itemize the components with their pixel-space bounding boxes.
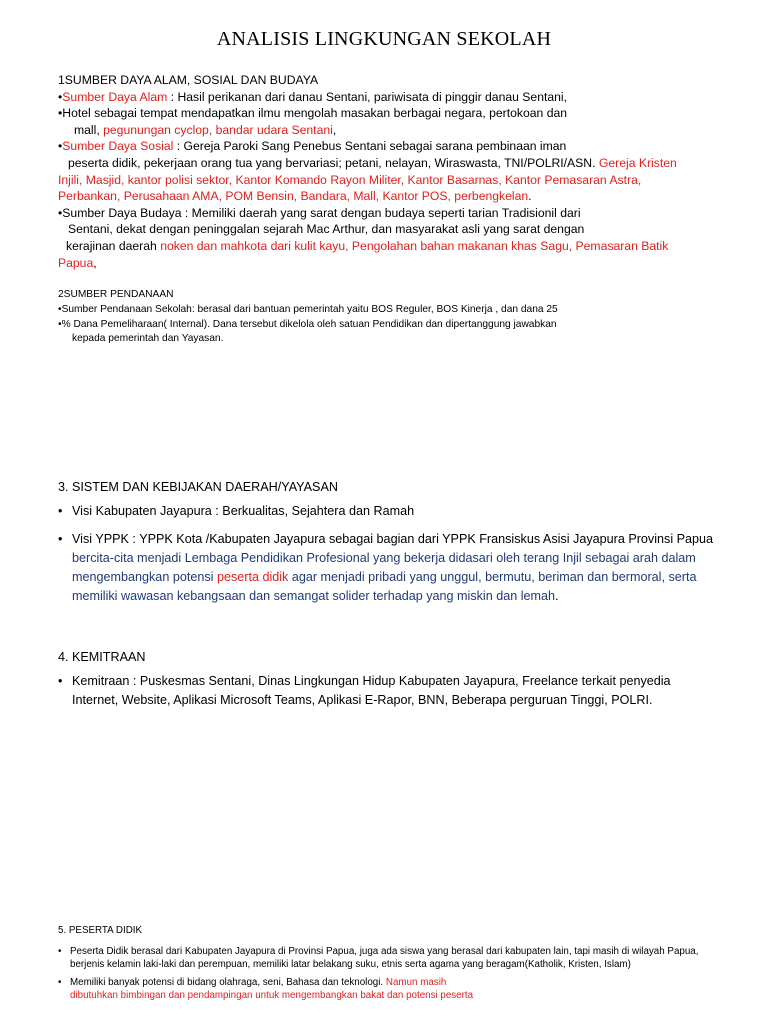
bullet-text: Kemitraan : Puskesmas Sentani, Dinas Lingkungan Hidup Kabupaten Jayapura, Freelance terkait penyedia Internet, Website, Aplikasi Microsoft Teams, Aplikasi E-Rapor, BNN, Beberapa perguruan Tinggi, POLRI. <box>72 674 671 707</box>
page-title: ANALISIS LINGKUNGAN SEKOLAH <box>216 28 552 50</box>
section-sistem-kebijakan <box>58 480 718 606</box>
sosial-text: peserta didik, pekerjaan orang tua yang bervariasi; petani, nelayan, Wiraswasta, TNI/POLRI/ASN. <box>68 155 599 170</box>
section-heading: 5. PESERTA DIDIK <box>58 925 143 936</box>
bullet-icon: • <box>58 532 63 546</box>
sosial-highlight: Gereja Kristen <box>598 155 677 170</box>
section-pendanaan <box>58 288 718 347</box>
sosial-label: Sumber Daya Sosial <box>62 139 174 154</box>
pendanaan-line-2: •% Dana Pemeliharaan( Internal). Dana tersebut dikelola oleh satuan Pendidikan dan dipertanggung jawabkan <box>58 318 557 330</box>
visi-red: peserta didik <box>216 570 289 584</box>
visi-text: Visi YPPK : YPPK Kota /Kabupaten Jayapura sebagai bagian dari YPPK Fransiskus Asisi Jayapura Provinsi Papua <box>72 532 714 546</box>
bullet-text: Peserta Didik berasal dari Kabupaten Jayapura di Provinsi Papua, juga ada siswa yang berasal dari kabupaten lain, tapi masih di wilayah Papua, berjenis kelamin laki-laki dan perempuan, memiliki latar belakang suku, etnis serta agama yang beragam(Katholik, Kristen, Islam) <box>70 946 699 971</box>
sosial-text: : Gereja Paroki Sang Penebus Sentani sebagai sarana pembinaan iman <box>173 139 567 154</box>
budaya-line-3 <box>58 238 718 255</box>
alam-line-1: •Sumber Daya Alam : Hasil perikanan dari danau Sentani, pariwisata di pinggir danau Sentani, <box>58 89 568 104</box>
sosial-line-1: •Sumber Daya Sosial : Gereja Paroki Sang Penebus Sentani sebagai sarana pembinaan iman <box>58 139 567 154</box>
potensi-highlight: dibutuhkan bimbingan dan pendampingan untuk mengembangkan bakat dan potensi peserta <box>70 989 474 1001</box>
bullet-icon: • <box>58 504 63 518</box>
bullet-text: Visi Kabupaten Jayapura : Berkualitas, Sejahtera dan Ramah <box>72 504 415 518</box>
section-heading: 1SUMBER DAYA ALAM, SOSIAL DAN BUDAYA <box>58 73 319 87</box>
alam-line-2: •Hotel sebagai tempat mendapatkan ilmu mengolah masakan berbagai negara, pertokoan dan <box>58 106 568 121</box>
alam-highlight: pegunungan cyclop, bandar udara Sentani <box>103 122 333 137</box>
section-heading: 2SUMBER PENDANAAN <box>58 289 174 300</box>
sosial-line-4 <box>58 188 718 205</box>
list-item <box>58 945 718 971</box>
list-item <box>58 976 718 1002</box>
visi-highlight: agar menjadi pribadi yang unggul, bermutu, beriman dan bermoral, serta memiliki wawasan kebangsaan dan semangat solider terhadap yang miskin dan lemah <box>72 570 697 603</box>
list-item <box>58 502 718 521</box>
list-item <box>58 672 718 710</box>
alam-text: mall, <box>74 122 104 137</box>
sosial-text: . <box>528 189 532 204</box>
section-sumber-daya <box>58 72 718 271</box>
budaya-text: kerajinan daerah <box>66 238 161 253</box>
section-kemitraan <box>58 650 718 710</box>
alam-line-3 <box>58 122 718 139</box>
visi-text: . <box>555 589 559 603</box>
section-heading: 3. SISTEM DAN KEBIJAKAN DAERAH/YAYASAN <box>58 480 338 494</box>
budaya-highlight: Papua <box>58 255 94 270</box>
alam-text: : Hasil perikanan dari danau Sentani, pariwisata di pinggir danau Sentani, <box>167 89 568 104</box>
potensi-text: Memiliki banyak potensi di bidang olahraga, seni, Bahasa dan teknologi. <box>70 976 386 988</box>
alam-text: Hotel sebagai tempat mendapatkan ilmu mengolah masakan berbagai negara, pertokoan dan <box>62 106 568 121</box>
section-heading: 4. KEMITRAAN <box>58 650 146 664</box>
pendanaan-text: Sumber Pendanaan Sekolah: berasal dari bantuan pemerintah yaitu BOS Reguler, BOS Kinerja , dan dana 25 <box>61 303 558 315</box>
budaya-line-2: Sentani, dekat dengan peninggalan sejarah Mac Arthur, dan masyarakat asli yang sarat dengan <box>68 222 585 237</box>
pendanaan-line-3: kepada pemerintah dan Yayasan. <box>72 333 224 345</box>
budaya-text: Sumber Daya Budaya : Memiliki daerah yang sarat dengan budaya seperti tarian Tradisionil dari <box>62 205 581 220</box>
alam-text: , <box>332 122 337 137</box>
bullet-text <box>70 976 473 1002</box>
sosial-highlight: Perbankan, Perusahaan AMA, POM Bensin, Bandara, Mall, Kantor POS, perbengkelan <box>58 189 529 204</box>
visi-highlight: bercita-cita menjadi Lembaga Pendidikan Profesional yang bekerja didasari oleh terang Injil sebagai arah dalam mengembangkan potensi <box>72 551 696 584</box>
budaya-line-4 <box>58 255 718 272</box>
alam-label: Sumber Daya Alam <box>62 89 168 104</box>
bullet-icon: • <box>58 946 62 958</box>
list-item <box>58 530 718 606</box>
pendanaan-line-1: •Sumber Pendanaan Sekolah: berasal dari bantuan pemerintah yaitu BOS Reguler, BOS Kinerja , dan dana 25 <box>58 303 558 315</box>
bullet-icon: • <box>58 674 63 688</box>
bullet-text <box>72 530 718 606</box>
budaya-line-1: •Sumber Daya Budaya : Memiliki daerah yang sarat dengan budaya seperti tarian Tradisionil dari <box>58 205 581 220</box>
bullet-icon: • <box>58 976 62 988</box>
budaya-highlight: noken dan mahkota dari kulit kayu, Pengolahan bahan makanan khas Sagu, Pemasaran Batik <box>160 238 669 253</box>
section-peserta-didik <box>58 924 718 1002</box>
sosial-line-3: Injili, Masjid, kantor polisi sektor, Kantor Komando Rayon Militer, Kantor Basarnas, Kantor Pemasaran Astra, <box>58 172 642 187</box>
potensi-highlight: Namun masih <box>385 976 447 988</box>
budaya-text: , <box>93 255 97 270</box>
sosial-line-2 <box>58 155 718 172</box>
pendanaan-text: % Dana Pemeliharaan( Internal). Dana tersebut dikelola oleh satuan Pendidikan dan dipertanggung jawabkan <box>61 318 557 330</box>
